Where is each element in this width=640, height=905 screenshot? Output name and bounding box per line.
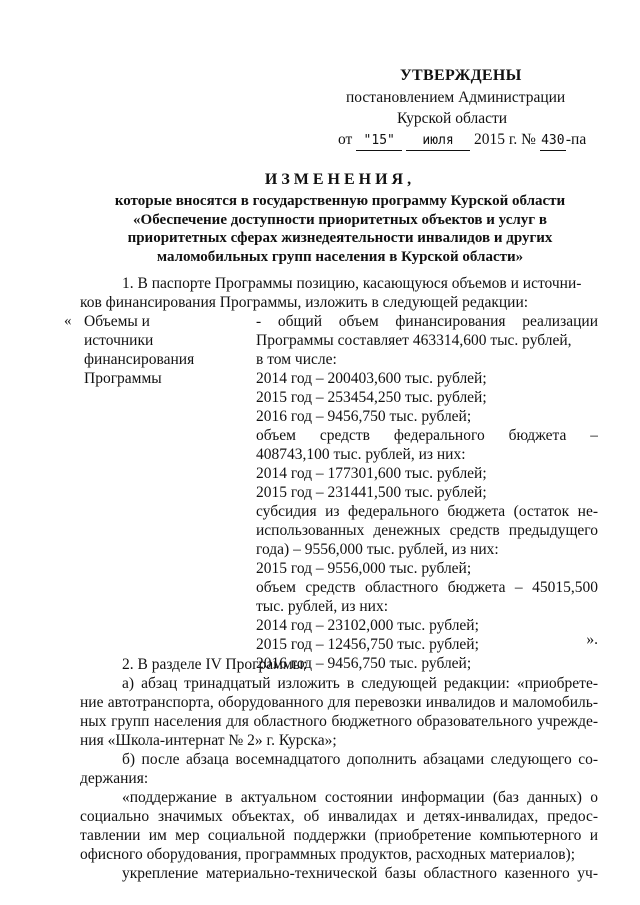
passport-right-line: объем средств областного бюджета – 45015,500 — [256, 579, 598, 596]
passport-right-line: 2014 год – 200403,600 тыс. рублей; — [256, 370, 487, 387]
item1-line-1: 1. В паспорте Программы позицию, касающуюся объемов и источни- — [122, 275, 582, 292]
item2-b-line: б) после абзаца восемнадцатого дополнить абзацами следующего со- — [122, 751, 598, 768]
heading-line: «Обеспечение доступности приоритетных объектов и услуг в — [133, 211, 547, 228]
passport-right-line: года) – 9556,000 тыс. рублей, из них: — [256, 541, 499, 558]
date-day: "15" — [356, 131, 402, 151]
heading-line: которые вносятся в государственную программу Курской области — [114, 193, 566, 209]
item2-a-line: ние автотранспорта, оборудованного для перевозки инвалидов и маломобиль- — [80, 694, 598, 711]
date-month: июля — [406, 131, 470, 151]
date-year: 2015 г. № — [473, 131, 536, 148]
approval-line-2: Курской области — [397, 110, 508, 127]
passport-right-line: 2014 год – 177301,600 тыс. рублей; — [256, 465, 487, 482]
quote-close: ». — [586, 631, 598, 648]
item1-line-2: ков финансирования Программы, изложить в следующей редакции: — [80, 294, 529, 311]
passport-right-line: 2016 год – 9456,750 тыс. рублей; — [256, 655, 472, 672]
item2-a-line: а) абзац тринадцатый изложить в следующей редакции: «приобрете- — [122, 675, 598, 692]
heading-line: маломобильных групп населения в Курской области» — [156, 248, 524, 265]
heading-line: приоритетных сферах жизнедеятельности инвалидов и других — [127, 230, 553, 246]
passport-right-line: Программы составляет 463314,600 тыс. рублей, — [256, 332, 572, 349]
approval-date — [338, 130, 618, 151]
approval-line-1: постановлением Администрации — [346, 89, 566, 106]
passport-right-line: 2015 год – 253454,250 тыс. рублей; — [256, 389, 487, 406]
decree-number: 430 — [540, 131, 566, 151]
item2-c-line: офисного оборудования, программных продуктов, расходных материалов); — [80, 846, 576, 863]
approval-block — [338, 66, 618, 151]
item2-section — [80, 655, 598, 883]
item2-c-line: «поддержание в актуальном состоянии информации (баз данных) о — [122, 789, 598, 806]
item2-d-line: укрепление материально-технической базы областного казенного уч- — [122, 865, 598, 882]
passport-left-line: Программы — [84, 370, 162, 387]
passport-right-column — [256, 312, 598, 673]
passport-right-line: 2015 год – 9556,000 тыс. рублей; — [256, 560, 472, 577]
passport-left-line: Объемы и — [84, 313, 150, 330]
passport-right-line: объем средств федерального бюджета – — [256, 427, 598, 444]
passport-left-line: источники — [84, 332, 154, 349]
item2-c-line: социально значимых объектах, об инвалидах и детях-инвалидах, предос- — [80, 808, 598, 825]
passport-right-line: 408743,100 тыс. рублей, из них: — [256, 446, 466, 463]
item2-title: 2. В разделе IV Программы: — [122, 656, 308, 673]
passport-right-line: использованных денежных средств предыдущего — [256, 522, 598, 539]
approval-title: УТВЕРЖДЕНЫ — [400, 67, 522, 84]
passport-right-line: субсидия из федерального бюджета (остаток не- — [256, 503, 598, 520]
passport-left-column — [84, 312, 244, 388]
passport-right-line: 2016 год – 9456,750 тыс. рублей; — [256, 408, 472, 425]
item2-c-line: тавлении им мер социальной поддержки (приобретение компьютерного и — [80, 827, 598, 844]
passport-right-line: 2015 год – 231441,500 тыс. рублей; — [256, 484, 487, 501]
decree-number-suffix: -па — [565, 131, 587, 148]
date-prefix: от — [338, 131, 353, 148]
heading-title: ИЗМЕНЕНИЯ, — [264, 171, 416, 188]
item2-a-line: ния «Школа-интернат № 2» г. Курска»; — [80, 732, 337, 749]
quote-open: « — [64, 313, 72, 329]
passport-left-line: финансирования — [84, 351, 195, 368]
document-heading — [80, 170, 600, 266]
passport-right-line: в том числе: — [256, 351, 337, 368]
item2-a-line: ных групп населения для областного бюджетного образовательного учрежде- — [80, 713, 598, 730]
passport-right-line: 2015 год – 12456,750 тыс. рублей; — [256, 636, 479, 653]
passport-right-line: 2014 год – 23102,000 тыс. рублей; — [256, 617, 479, 634]
passport-right-line: - общий объем финансирования реализации — [256, 313, 598, 330]
passport-right-line: тыс. рублей, из них: — [256, 598, 389, 615]
item2-b-line: держания: — [80, 770, 149, 787]
